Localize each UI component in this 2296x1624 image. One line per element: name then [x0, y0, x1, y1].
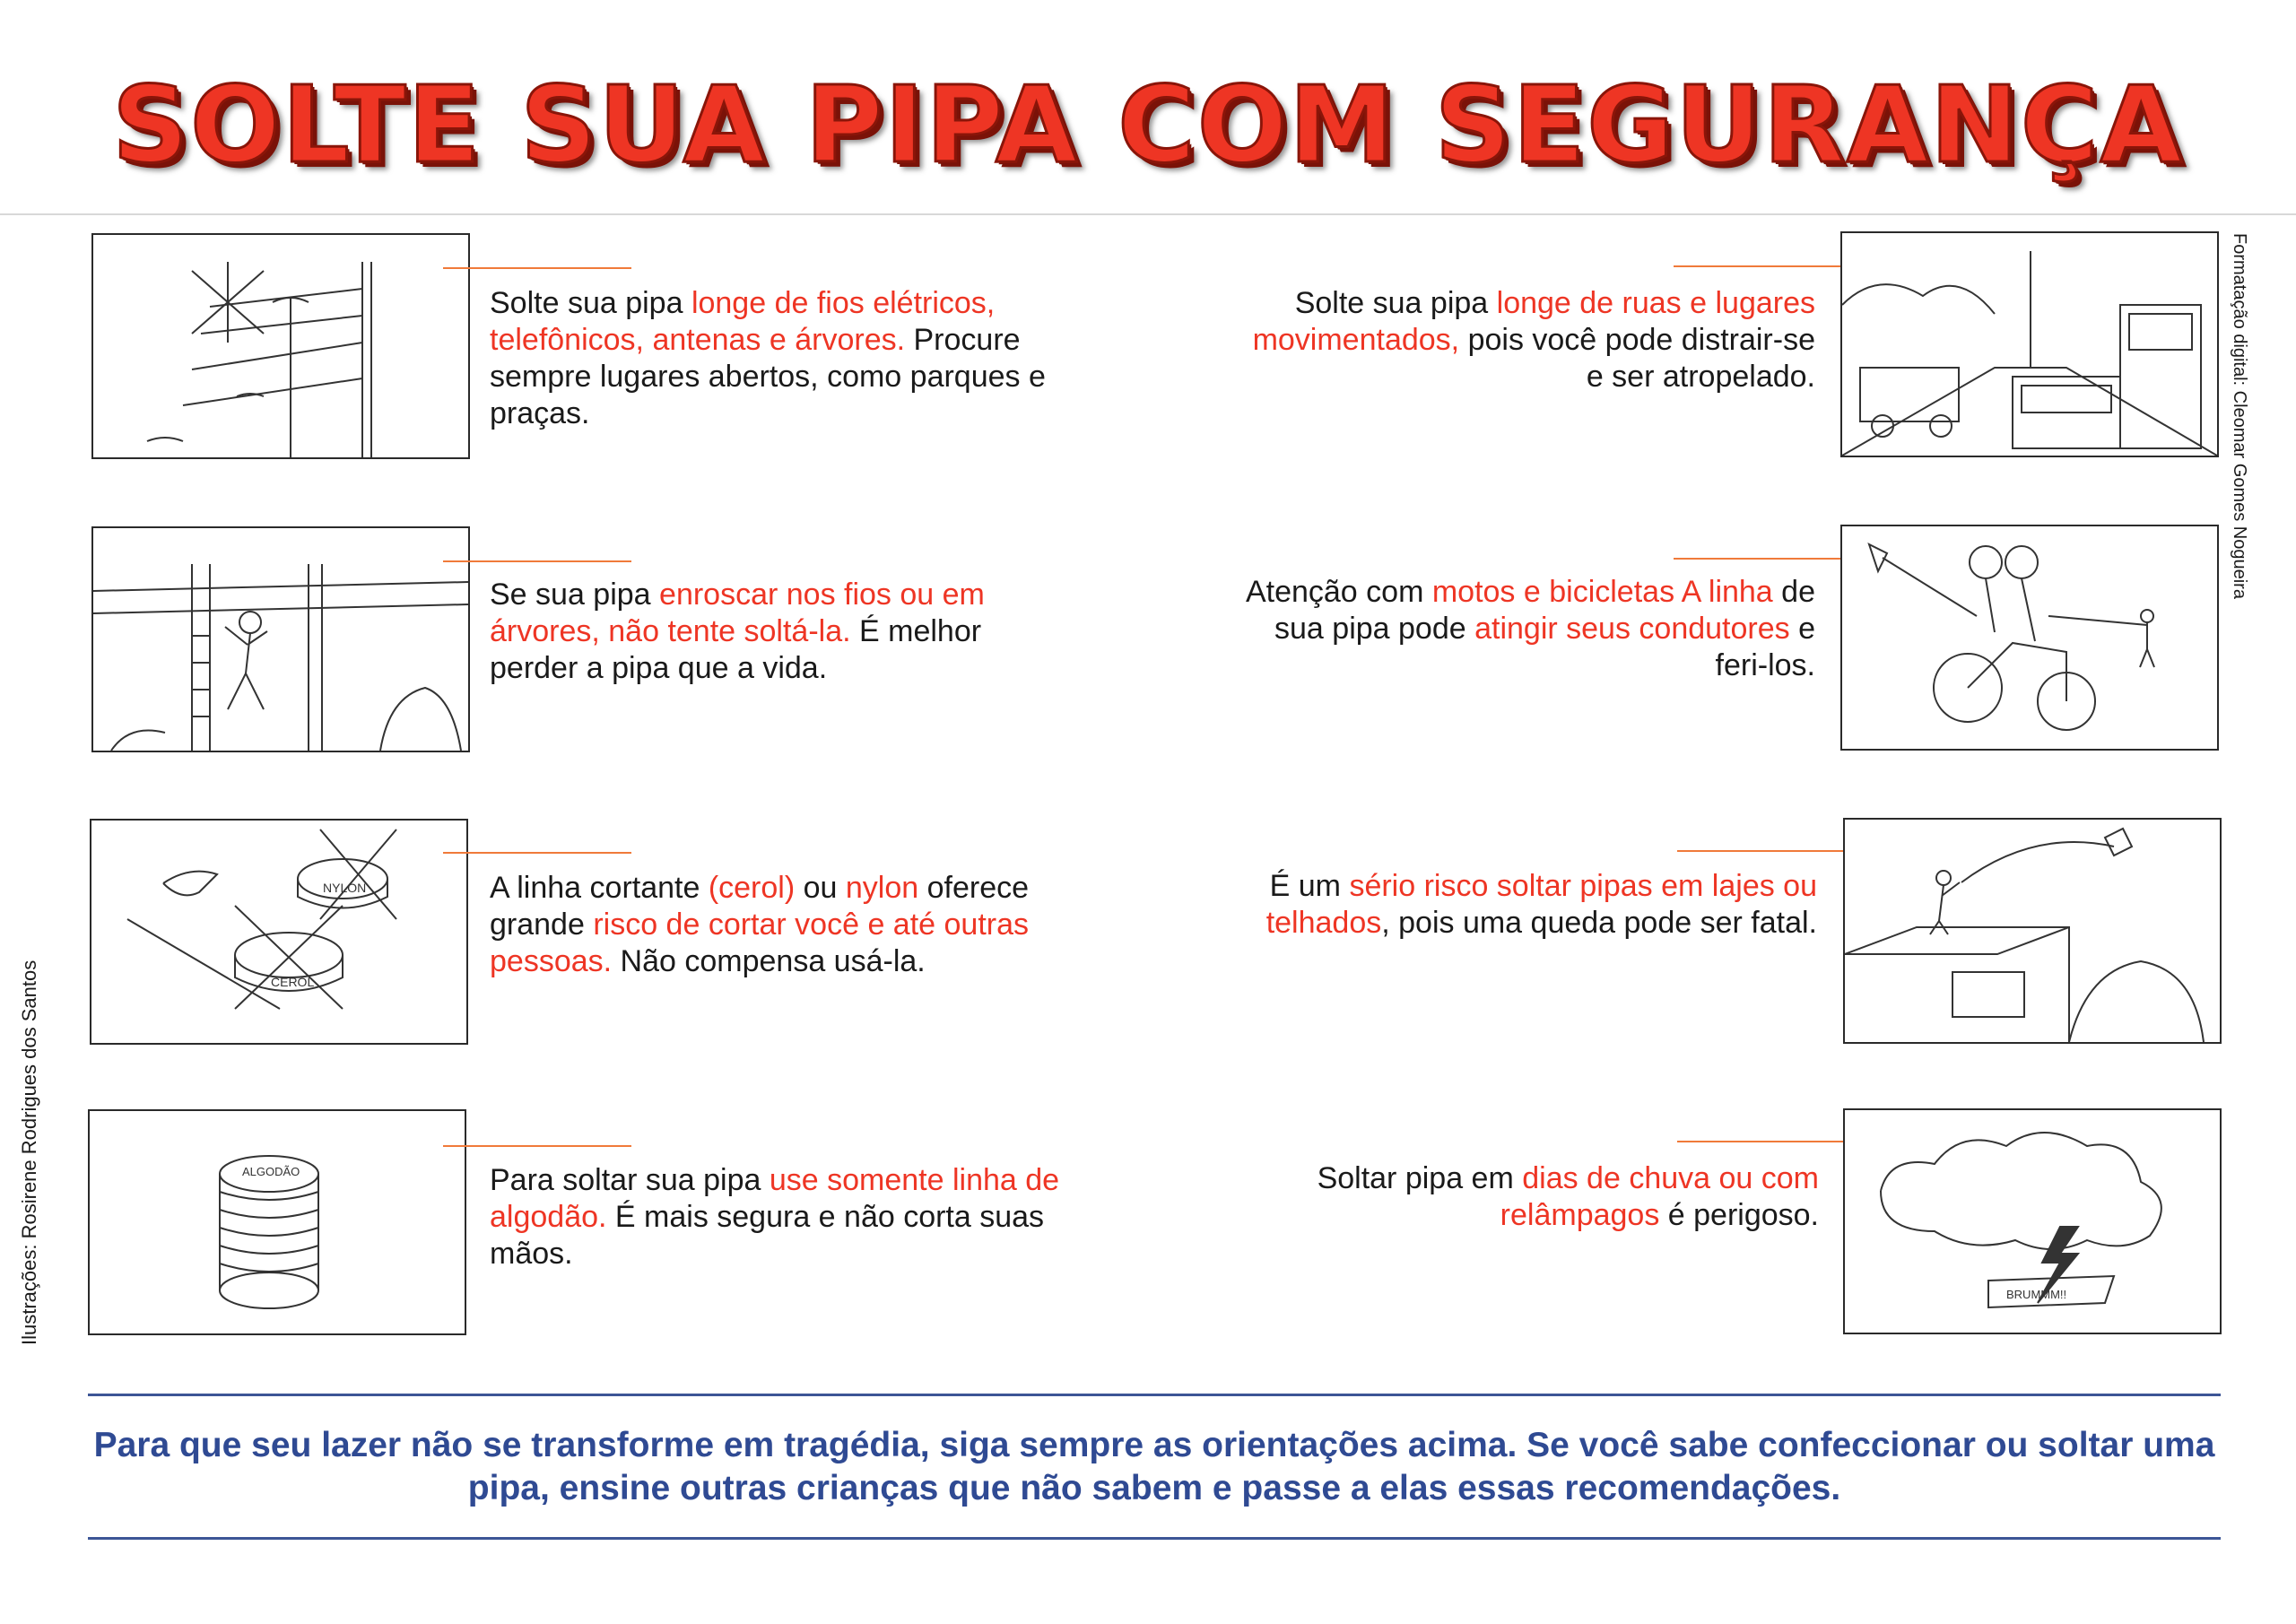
- illustration-climbing-pole: [91, 526, 470, 752]
- tip-5-accent-line: [1674, 265, 1862, 267]
- thunder-label: BRUMMM!!: [2006, 1288, 2067, 1301]
- tip-2-accent-line: [443, 560, 631, 562]
- tip-7-text: É um sério risco soltar pipas em lajes ou telhados, pois uma queda pode ser fatal.: [1265, 869, 1817, 940]
- footer-top-rule: [88, 1394, 2221, 1396]
- tip-1-text: Solte sua pipa longe de fios elétricos, telefônicos, antenas e árvores. Procure sempre lugares abertos, como parques e praças.: [490, 286, 1046, 430]
- illustration-street-traffic: [1840, 231, 2219, 457]
- footer-bottom-rule: [88, 1537, 2221, 1540]
- tip-6-text: Atenção com motos e bicicletas A linha de sua pipa pode atingir seus condutores e feri-los.: [1245, 575, 1815, 682]
- footer-message: Para que seu lazer não se transforme em tragédia, siga sempre as orientações acima. Se você sabe confeccionar ou soltar uma pipa, ensine outras crianças que não sabem e passe a elas essas recomendações.: [93, 1426, 2215, 1507]
- tip-8-text: Soltar pipa em dias de chuva ou com relâmpagos é perigoso.: [1317, 1161, 1819, 1232]
- tip-3-accent-line: [443, 852, 631, 854]
- tip-4-accent-line: [443, 1145, 631, 1147]
- illustration-motorcycle: [1840, 525, 2219, 751]
- illustration-rooftop: [1843, 818, 2222, 1044]
- tip-1-accent-line: [443, 267, 631, 269]
- cerol-label: CEROL: [271, 975, 315, 989]
- tip-3-text: A linha cortante (cerol) ou nylon oferece grande risco de cortar você e até outras pessoas. Não compensa usá-la.: [490, 871, 1030, 978]
- illustration-cotton-spool: [88, 1109, 466, 1335]
- nylon-label: NYLON: [323, 881, 367, 895]
- illustration-power-lines: [91, 233, 470, 459]
- tip-2-text: Se sua pipa enroscar nos fios ou em árvores, não tente soltá-la. É melhor perder a pipa que a vida.: [490, 578, 985, 685]
- tip-6-accent-line: [1674, 558, 1862, 560]
- tip-7-accent-line: [1677, 850, 1866, 852]
- tip-5-text: Solte sua pipa longe de ruas e lugares movimentados, pois você pode distrair-se e ser atropelado.: [1252, 286, 1815, 394]
- illustration-storm-cloud: [1843, 1108, 2222, 1334]
- illustration-cerol-nylon: [90, 819, 468, 1045]
- illustrations-credit: Ilustrações: Rosirene Rodrigues dos Santos: [18, 960, 40, 1345]
- tip-4-text: Para soltar sua pipa use somente linha de algodão. É mais segura e não corta suas mãos.: [490, 1163, 1060, 1271]
- title-divider: [0, 213, 2296, 215]
- formatting-credit: Formatação digital: Cleomar Gomes Nogueira: [2230, 233, 2249, 599]
- algodao-label: ALGODÃO: [242, 1165, 300, 1178]
- page-title: SOLTE SUA PIPA COM SEGURANÇA: [112, 63, 2184, 187]
- tip-8-accent-line: [1677, 1141, 1866, 1142]
